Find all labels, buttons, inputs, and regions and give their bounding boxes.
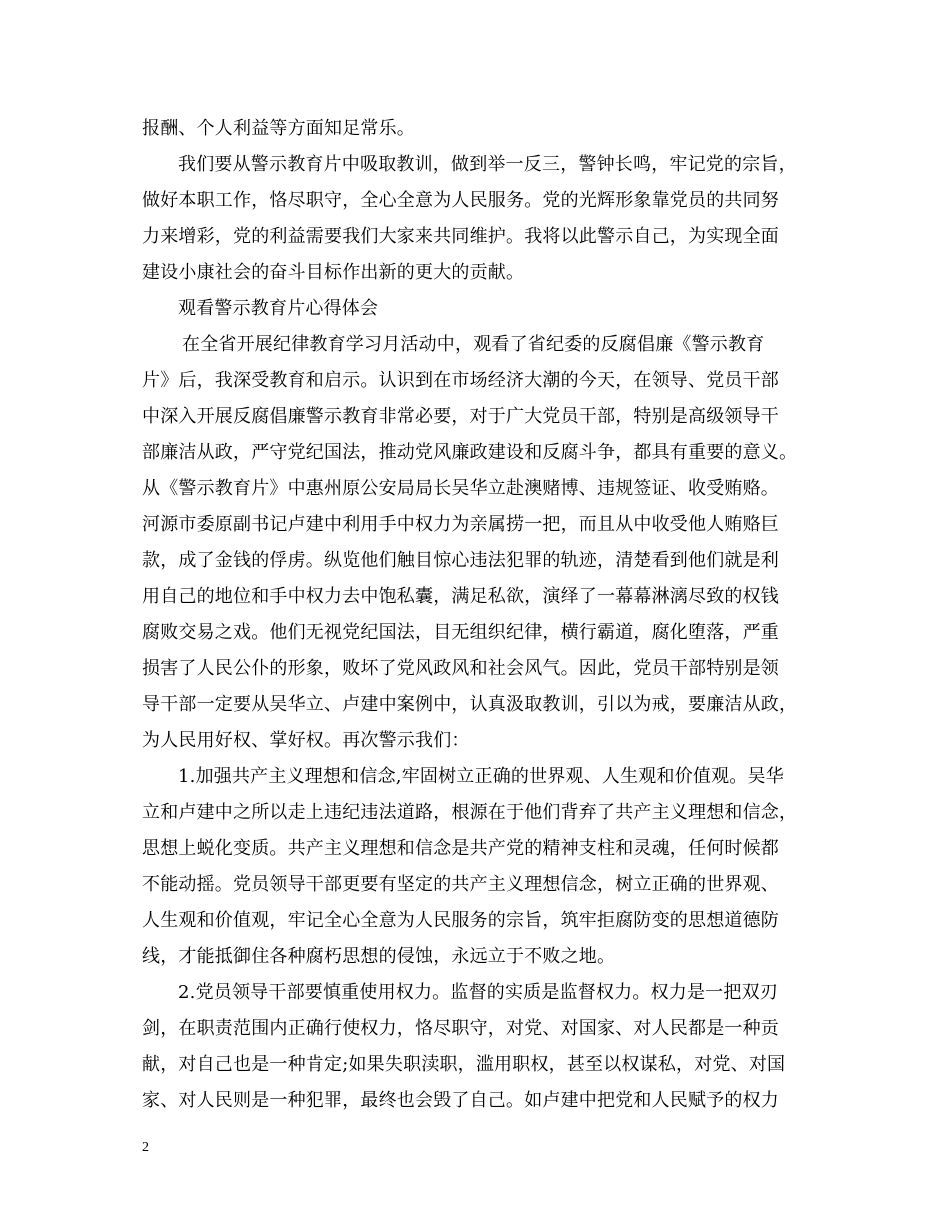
text-line: 从《警示教育片》中惠州原公安局局长吴华立赴澳赌博、违规签证、收受贿赂。	[142, 478, 779, 499]
text-line: 思想上蜕化变质。共产主义理想和信念是共产党的精神支柱和灵魂，任何时候都	[142, 838, 779, 859]
text-line: 河源市委原副书记卢建中利用手中权力为亲属捞一把，而且从中收受他人贿赂巨	[142, 514, 779, 535]
text-line: 2.党员领导干部要慎重使用权力。监督的实质是监督权力。权力是一把双刃	[178, 982, 778, 1003]
text-line: 为人民用好权、掌好权。再次警示我们：	[142, 730, 470, 751]
text-line: 在全省开展纪律教育学习月活动中，观看了省纪委的反腐倡廉《警示教育	[182, 334, 765, 355]
text-line: 导干部一定要从吴华立、卢建中案例中，认真汲取教训，引以为戒，要廉洁从政，	[142, 694, 798, 715]
text-line: 剑，在职责范围内正确行使权力，恪尽职守，对党、对国家、对人民都是一种贡	[142, 1018, 779, 1039]
text-line: 做好本职工作，恪尽职守，全心全意为人民服务。党的光辉形象靠党员的共同努	[142, 190, 779, 211]
text-line: 人生观和价值观，牢记全心全意为人民服务的宗旨，筑牢拒腐防变的思想道德防	[142, 910, 779, 931]
text-line: 损害了人民公仆的形象，败坏了党风政风和社会风气。因此，党员干部特别是领	[142, 658, 779, 679]
text-line: 中深入开展反腐倡廉警示教育非常必要，对于广大党员干部，特别是高级领导干	[142, 406, 779, 427]
section-heading: 观看警示教育片心得体会	[178, 298, 379, 319]
page-number: 2	[142, 1140, 149, 1155]
text-line: 线，才能抵御住各种腐朽思想的侵蚀，永远立于不败之地。	[142, 946, 616, 967]
text-line: 用自己的地位和手中权力去中饱私囊，满足私欲，演绎了一幕幕淋漓尽致的权钱	[142, 586, 779, 607]
text-line: 家、对人民则是一种犯罪，最终也会毁了自己。如卢建中把党和人民赋予的权力	[142, 1090, 779, 1111]
text-line: 建设小康社会的奋斗目标作出新的更大的贡献。	[142, 262, 525, 283]
text-line: 力来增彩，党的利益需要我们大家来共同维护。我将以此警示自己，为实现全面	[142, 226, 779, 247]
text-line: 部廉洁从政，严守党纪国法，推动党风廉政建设和反腐斗争，都具有重要的意义。	[142, 442, 798, 463]
text-line: 片》后，我深受教育和启示。认识到在市场经济大潮的今天，在领导、党员干部	[142, 370, 779, 391]
text-line: 立和卢建中之所以走上违纪违法道路，根源在于他们背弃了共产主义理想和信念，	[142, 802, 798, 823]
text-line: 报酬、个人利益等方面知足常乐。	[142, 118, 415, 139]
text-line: 腐败交易之戏。他们无视党纪国法，目无组织纪律，横行霸道，腐化堕落，严重	[142, 622, 779, 643]
text-line: 献，对自己也是一种肯定;如果失职渎职，滥用职权，甚至以权谋私，对党、对国	[142, 1054, 786, 1075]
text-line: 我们要从警示教育片中吸取教训，做到举一反三，警钟长鸣，牢记党的宗旨，	[178, 154, 797, 175]
text-line: 不能动摇。党员领导干部更要有坚定的共产主义理想信念，树立正确的世界观、	[142, 874, 779, 895]
text-line: 1.加强共产主义理想和信念,牢固树立正确的世界观、人生观和价值观。吴华	[178, 766, 784, 787]
text-line: 款，成了金钱的俘虏。纵览他们触目惊心违法犯罪的轨迹，清楚看到他们就是利	[142, 550, 779, 571]
